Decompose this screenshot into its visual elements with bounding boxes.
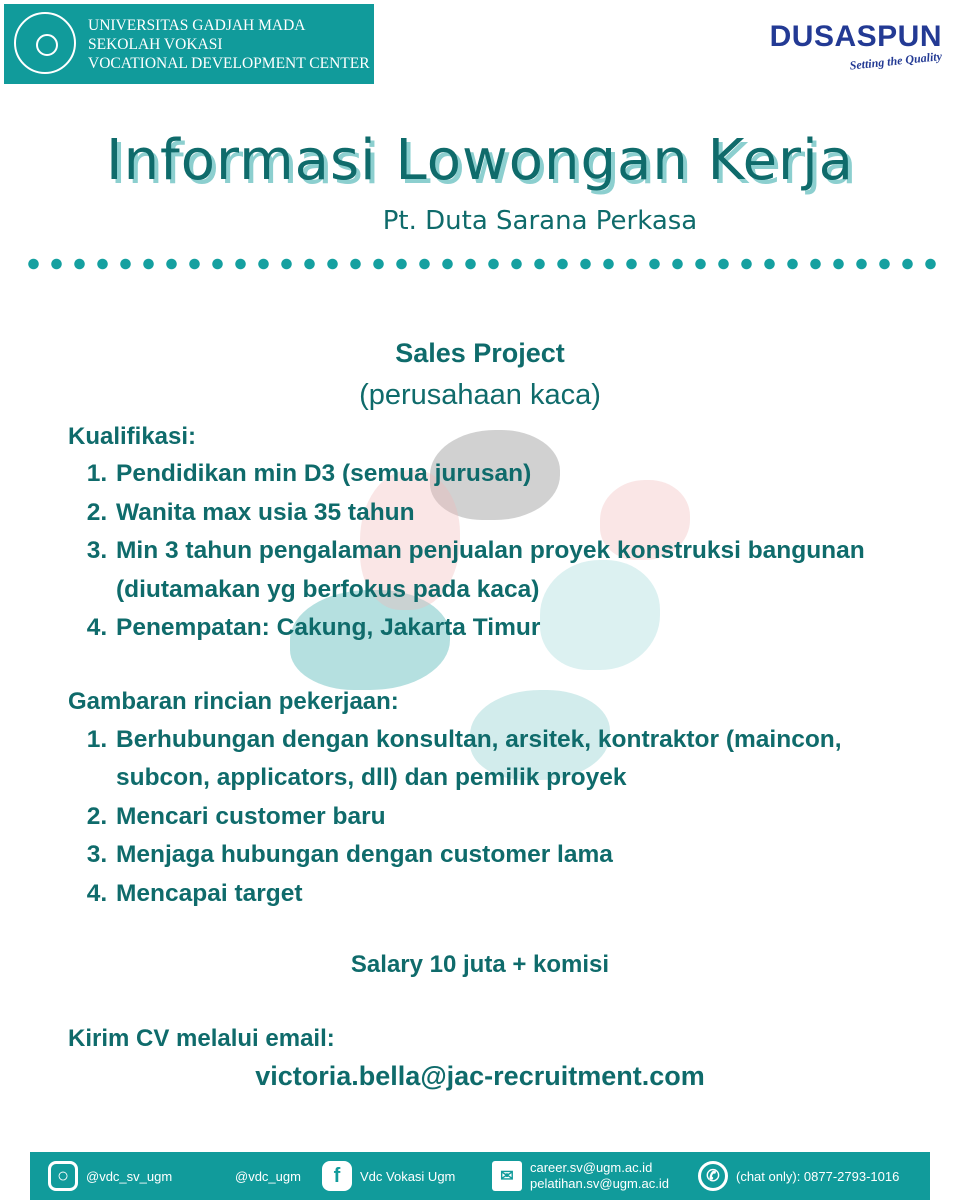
job-description-heading: Gambaran rincian pekerjaan: <box>68 687 399 715</box>
instagram-handle[interactable]: @vdc_sv_ugm <box>86 1168 173 1184</box>
brand-tagline: Setting the Quality <box>848 49 943 73</box>
apply-label: Kirim CV melalui email: <box>68 1025 335 1052</box>
contact-footer <box>30 1152 930 1200</box>
list-item: 1. Pendidikan min D3 (semua jurusan) <box>114 455 914 494</box>
page-title: Informasi Lowongan Kerja <box>106 128 854 193</box>
envelope-icon: ✉ <box>492 1161 522 1191</box>
company-name: Pt. Duta Sarana Perkasa <box>382 206 698 236</box>
list-item: 4. Penempatan: Cakung, Jakarta Timur <box>114 609 914 648</box>
dotted-divider <box>22 258 942 270</box>
brand-name: DUSASPUN <box>769 20 942 53</box>
position-note: (perusahaan kaca) <box>359 379 601 411</box>
qualifications-list <box>0 455 914 648</box>
list-item: 3. Min 3 tahun pengalaman penjualan proyek konstruksi bangunan (diutamakan yg berfokus pada kaca) <box>114 532 914 609</box>
list-item: 1. Berhubungan dengan konsultan, arsitek, kontraktor (maincon, subcon, applicators, dll) dan pemilik proyek <box>114 721 914 798</box>
twitter-handle[interactable]: @vdc_ugm <box>235 1168 301 1184</box>
job-description-list <box>0 721 914 914</box>
whatsapp-number[interactable]: (chat only): 0877-2793-1016 <box>736 1168 900 1184</box>
apply-email[interactable]: victoria.bella@jac-recruitment.com <box>255 1061 705 1091</box>
instagram-icon: ○ <box>48 1161 78 1191</box>
salary: Salary 10 juta + komisi <box>350 951 610 978</box>
position-name: Sales Project <box>395 338 565 368</box>
ugm-line: VOCATIONAL DEVELOPMENT CENTER <box>88 55 370 72</box>
dusaspun-logo <box>770 20 942 73</box>
ugm-line: SEKOLAH VOKASI <box>88 36 223 53</box>
vacancy-content <box>0 335 960 1093</box>
qualifications-heading: Kualifikasi: <box>68 423 197 450</box>
whatsapp-icon: ✆ <box>698 1161 728 1191</box>
email-pelatihan[interactable]: pelatihan.sv@ugm.ac.id <box>530 1176 669 1191</box>
list-item: 3. Menjaga hubungan dengan customer lama <box>114 836 914 875</box>
ugm-vdc-logo <box>4 4 374 84</box>
email-career[interactable]: career.sv@ugm.ac.id <box>530 1160 653 1175</box>
list-item: 4. Mencapai target <box>114 875 914 914</box>
list-item: 2. Wanita max usia 35 tahun <box>114 494 914 533</box>
facebook-icon: f <box>322 1161 352 1191</box>
list-item: 2. Mencari customer baru <box>114 798 914 837</box>
facebook-page[interactable]: Vdc Vokasi Ugm <box>360 1168 456 1184</box>
ugm-line: UNIVERSITAS GADJAH MADA <box>88 17 306 34</box>
ugm-seal-icon <box>14 12 76 74</box>
